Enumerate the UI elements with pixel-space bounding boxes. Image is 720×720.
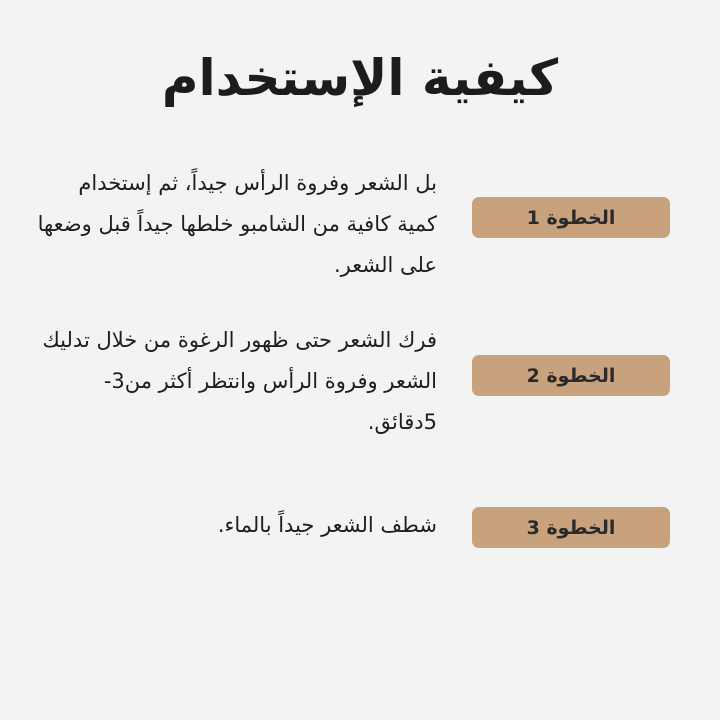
page-title: كيفية الإستخدام [161,49,559,107]
step-3-text: شطف الشعر جيداً بالماء. [217,513,437,537]
step-1-text: بل الشعر وفروة الرأس جيداً، ثم إستخدام كمية كافية من الشامبو خلطها جيداً قبل وضعها على الشعر. [37,171,437,277]
step-2-text: فرك الشعر حتى ظهور الرغوة من خلال تدليك الشعر وفروة الرأس وانتظر أكثر من3-5دقائق. [42,328,437,434]
step-2-badge: الخطوة 2 [472,355,670,396]
step-1-badge: الخطوة 1 [472,197,670,238]
step-3-badge: الخطوة 3 [472,507,670,548]
